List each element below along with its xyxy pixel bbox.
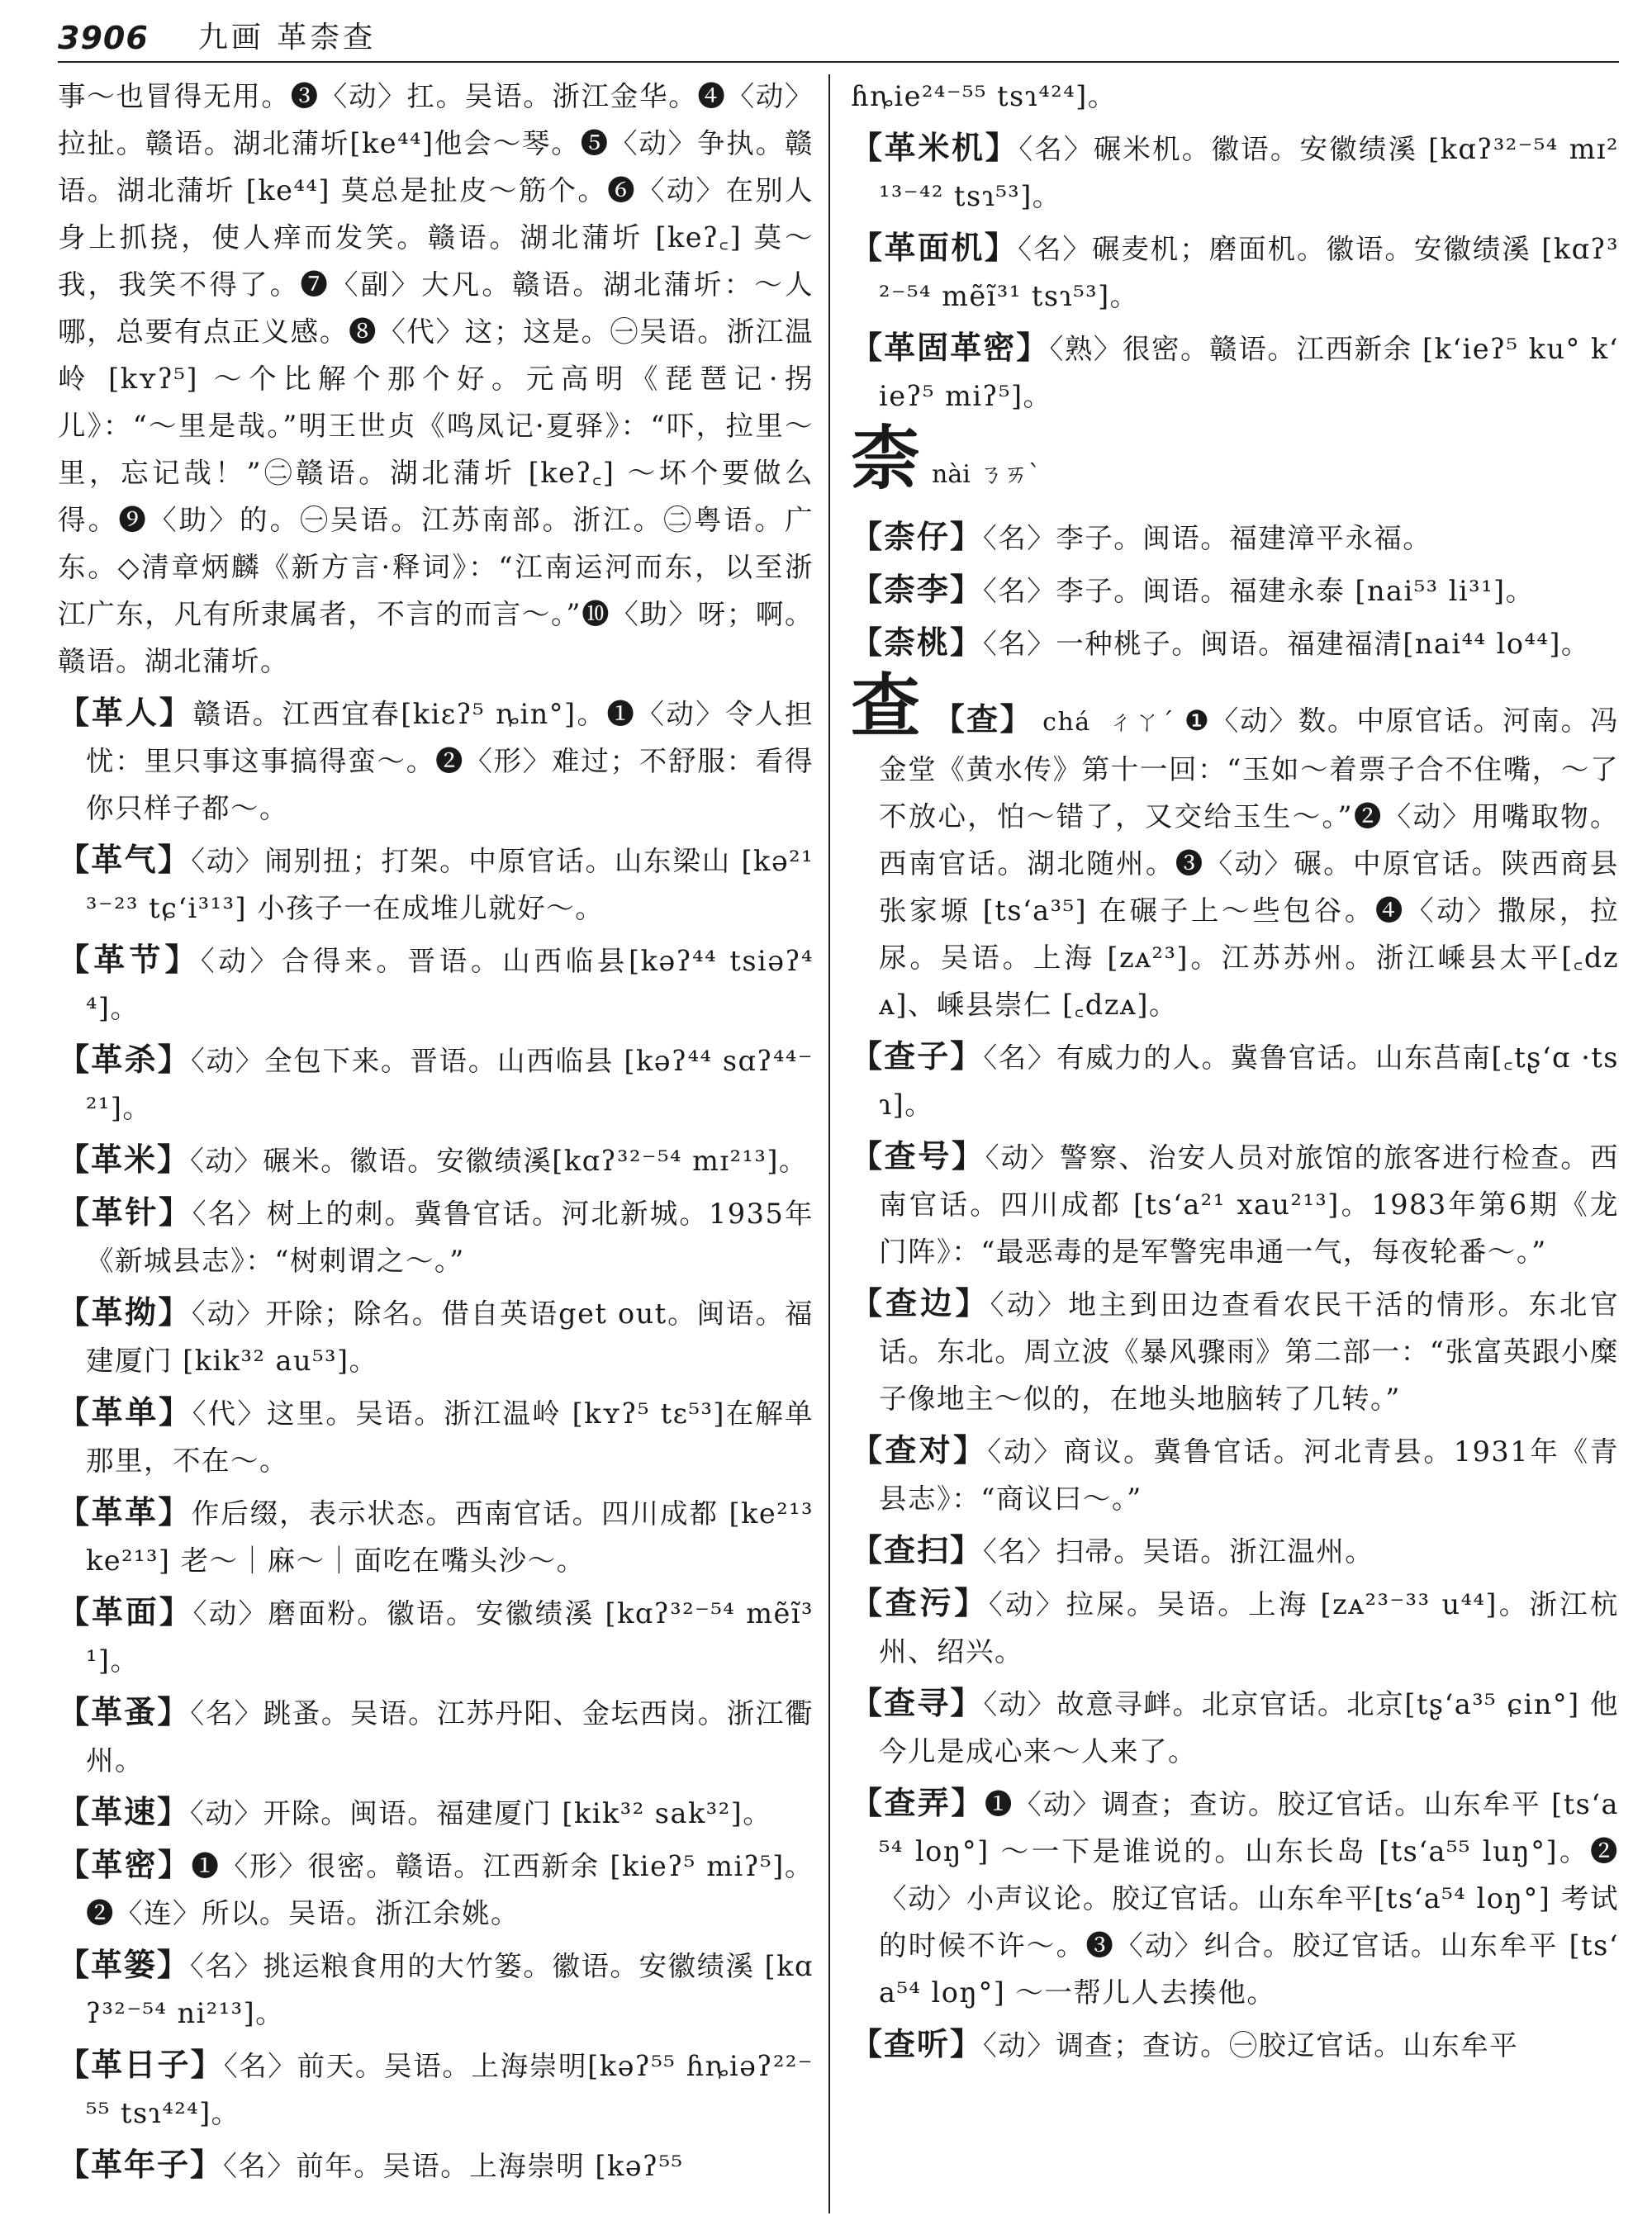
headword: 【查号】 — [851, 1137, 985, 1174]
entry-definition: 〈动〉故意寻衅。北京官话。北京[tʂʻa³⁵ ɕin°] 他今儿是成心来～人来了。 — [879, 1688, 1619, 1767]
entry-definition: 〈动〉磨面粉。徽语。安徽绩溪 [kɑʔ³²⁻⁵⁴ mẽĩ³¹]。 — [86, 1597, 814, 1677]
dictionary-entry — [851, 1526, 1619, 1575]
head-character: 柰 — [851, 418, 921, 499]
pinyin: nài — [932, 460, 971, 489]
entry-definition: 〈动〉碾米。徽语。安徽绩溪[kɑʔ³²⁻⁵⁴ mɪ²¹³]。 — [190, 1145, 808, 1177]
zhuyin: ㄋㄞˋ — [978, 460, 1041, 489]
dictionary-entry — [58, 689, 814, 832]
headword: 【柰李】 — [851, 571, 984, 608]
dictionary-entry — [851, 1426, 1619, 1522]
headword: 【革针】 — [58, 1193, 192, 1231]
headword: 【革节】 — [58, 941, 201, 978]
entry-definition: ɦȵie²⁴⁻⁵⁵ tsɿ⁴²⁴]。 — [851, 80, 1117, 112]
headword: 【查弄】 — [851, 1784, 985, 1821]
entry-definition: 〈名〉有威力的人。冀鲁官话。山东莒南[꜀tʂʻɑ ·tsɿ]。 — [879, 1041, 1619, 1121]
entry-continuation — [851, 73, 1619, 120]
entry-definition: 〈名〉一种桃子。闽语。福建福清[nai⁴⁴ lo⁴⁴]。 — [983, 628, 1590, 660]
entry-definition: 赣语。江西宜春[kiɛʔ⁵ ȵin°]。❶〈动〉令人担忧：里只事这事搞得蛮～。❷〈形〉难过；不舒服：看得你只样子都～。 — [86, 698, 814, 824]
dictionary-entry — [851, 1132, 1619, 1275]
left-column — [58, 73, 814, 2224]
entry-definition: ❶〈动〉数。中原官话。河南。冯金堂《黄水传》第十一回：“玉如～着票子合不住嘴，～了不放心，怕～错了，又交给玉生～。”❷〈动〉用嘴取物。西南官话。湖北随州。❸〈动〉碾。中原官话。陕西商县张家塬 [tsʻa³⁵] 在碾子上～些包谷。❹〈动〉撒尿，拉尿。吴语。上海 [zᴀ²³]。江苏苏州。浙江嵊县太平[꜀dzᴀ]、嵊县崇仁 [꜀dzᴀ]。 — [879, 705, 1619, 1021]
entry-definition: ❶〈形〉很密。赣语。江西新余 [kieʔ⁵ miʔ⁵]。❷〈连〉所以。吴语。浙江余姚。 — [86, 1850, 814, 1929]
dictionary-entry — [851, 1279, 1619, 1422]
entry-definition: 〈动〉调查；查访。㊀胶辽官话。山东牟平 — [983, 2029, 1519, 2062]
headword: 【革篓】 — [58, 1946, 191, 1983]
dictionary-entry — [58, 1588, 814, 1684]
dictionary-entry — [58, 1841, 814, 1937]
entry-definition: 〈动〉地主到田边查看农民干活的情形。东北官话。东北。周立波《暴风骤雨》第二部一：“张富英跟小糜子像地主～似的，在地头地脑转了几转。” — [879, 1288, 1619, 1415]
dictionary-entry — [851, 124, 1619, 220]
dictionary-entry — [58, 1288, 814, 1384]
headword: 【柰桃】 — [851, 624, 984, 661]
dictionary-entry — [58, 2041, 814, 2137]
headword: 【查寻】 — [851, 1684, 984, 1721]
dictionary-entry — [58, 2141, 814, 2190]
entry-definition: 〈动〉开除；除名。借自英语get out。闽语。福建厦门 [kik³² au⁵³]。 — [86, 1298, 814, 1377]
headword: 【革米机】 — [851, 129, 1019, 166]
headword: 【革人】 — [58, 694, 193, 731]
dictionary-entry — [58, 1036, 814, 1132]
headword: 【革拗】 — [58, 1293, 192, 1331]
headword: 【革米】 — [58, 1141, 191, 1178]
headword: 【革年子】 — [58, 2146, 224, 2183]
entry-definition: 事～也冒得无用。❸〈动〉扛。吴语。浙江金华。❹〈动〉拉扯。赣语。湖北蒲圻[ke⁴⁴]他会～琴。❺〈动〉争执。赣语。湖北蒲圻 [ke⁴⁴] 莫总是扯皮～筋个。❻〈动〉在别人身上抓挠，使人痒而发笑。赣语。湖北蒲圻 [keʔ꜀] 莫～我，我笑不得了。❼〈副〉大凡。赣语。湖北蒲圻：～人哪，总要有点正义感。❽〈代〉这；这是。㊀吴语。浙江温岭 [kʏʔ⁵] ～个比解个那个好。元高明《琵琶记·拐儿》：“～里是哉。”明王世贞《鸣凤记·夏驿》：“吓，拉里～里，忘记哉！”㊁赣语。湖北蒲圻 [keʔ꜀] ～坏个要做么得。❾〈助〉的。㊀吴语。江苏南部。浙江。㊁粤语。广东。◇清章炳麟《新方言·释词》：“江南运河而东，以至浙江广东，凡有所隶属者，不言的而言～。”❿〈助〉呀；啊。赣语。湖北蒲圻。 — [58, 80, 814, 677]
entry-definition: 〈动〉开除。闽语。福建厦门 [kik³² sak³²]。 — [190, 1797, 772, 1829]
right-column — [851, 73, 1619, 2224]
entry-definition: 〈名〉碾米机。徽语。安徽绩溪 [kɑʔ³²⁻⁵⁴ mɪ²¹³⁻⁴² tsɿ⁵³]。 — [879, 133, 1619, 212]
entry-definition: 〈名〉跳蚤。吴语。江苏丹阳、金坛西岗。浙江衢州。 — [86, 1697, 814, 1777]
entry-definition: 〈名〉前天。吴语。上海崇明[kəʔ⁵⁵ ɦȵiəʔ²²⁻⁵⁵ tsɿ⁴²⁴]。 — [86, 2050, 814, 2129]
headword: 【革蚤】 — [58, 1693, 191, 1730]
entry-definition: ❶〈动〉调查；查访。胶辽官话。山东牟平 [tsʻa⁵⁴ loŋ°] ～一下是谁说的。山东长岛 [tsʻa⁵⁵ luŋ°]。❷〈动〉小声议论。胶辽官话。山东牟平[tsʻa⁵⁴ loŋ°] 考试的时候不许～。❸〈动〉纠合。胶辽官话。山东牟平 [tsʻa⁵⁴ loŋ°] ～一帮儿人去揍他。 — [879, 1788, 1619, 2009]
dictionary-entry — [58, 1189, 814, 1284]
dictionary-entry — [851, 2020, 1619, 2069]
entry-continuation — [58, 73, 814, 685]
headword: 【革固革密】 — [851, 329, 1050, 366]
dictionary-entry — [851, 1679, 1619, 1775]
dictionary-entry — [851, 1032, 1619, 1128]
entry-definition: 〈动〉商议。冀鲁官话。河北青县。1931年《青县志》：“商议曰～。” — [879, 1435, 1619, 1515]
dictionary-entry — [851, 566, 1619, 614]
column-divider — [828, 74, 830, 2213]
headword: 【革气】 — [58, 841, 192, 878]
entry-definition: 〈名〉李子。闽语。福建永泰 [nai⁵³ li³¹]。 — [983, 575, 1535, 607]
dictionary-entry — [58, 1488, 814, 1584]
dictionary-entry — [58, 1941, 814, 2037]
page-section-title: 九画 革柰查 — [197, 21, 377, 55]
headword: 【革面】 — [58, 1593, 193, 1630]
dictionary-entry — [58, 1136, 814, 1184]
headword: 【革面机】 — [851, 229, 1018, 266]
headword: 【查子】 — [851, 1037, 984, 1075]
dictionary-entry — [58, 936, 814, 1032]
pinyin: chá — [1032, 708, 1101, 737]
headword: 【革单】 — [58, 1393, 192, 1431]
dictionary-entry — [851, 1779, 1619, 2016]
headword: 【查听】 — [851, 2025, 984, 2062]
entry-definition: 作后缀，表示状态。西南官话。四川成都 [ke²¹³ ke²¹³] 老～｜麻～｜面吃在嘴头沙～。 — [86, 1497, 814, 1577]
dictionary-entry — [58, 1388, 814, 1484]
page-header — [58, 12, 1619, 63]
dictionary-entry — [58, 836, 814, 932]
headword: 【查污】 — [851, 1584, 990, 1621]
headword: 【革革】 — [58, 1493, 192, 1530]
headword: 【查对】 — [851, 1431, 988, 1468]
dictionary-entry — [851, 324, 1619, 420]
headword: 【革密】 — [58, 1846, 192, 1883]
headword: 【革速】 — [58, 1793, 191, 1830]
head-character: 查 — [851, 666, 922, 747]
entry-definition: 〈动〉拉屎。吴语。上海 [zᴀ²³⁻³³ u⁴⁴]。浙江杭州、绍兴。 — [879, 1588, 1619, 1668]
dictionary-entry — [851, 1579, 1619, 1675]
entry-definition: 〈动〉闹别扭；打架。中原官话。山东梁山 [kə²¹³⁻²³ tɕʻi³¹³] 小孩子一在成堆儿就好～。 — [86, 845, 814, 924]
dictionary-entry — [851, 666, 1619, 1028]
entry-definition: 〈代〉这里。吴语。浙江温岭 [kʏʔ⁵ tɛ⁵³]在解单那里，不在～。 — [86, 1397, 814, 1477]
entry-definition: 〈名〉李子。闽语。福建漳平永福。 — [983, 522, 1432, 554]
headword: 【革日子】 — [58, 2046, 224, 2083]
zhuyin: ㄔㄚˊ — [1108, 708, 1184, 737]
entry-definition: 〈名〉前年。吴语。上海崇明 [kəʔ⁵⁵ — [223, 2150, 684, 2182]
page-number: 3906 — [58, 20, 149, 56]
dictionary-entry — [58, 1688, 814, 1784]
entry-definition: 〈熟〉很密。赣语。江西新余 [kʻieʔ⁵ ku° kʻieʔ⁵ miʔ⁵]。 — [879, 333, 1619, 412]
headword: 【查扫】 — [851, 1531, 984, 1568]
dictionary-entry — [851, 224, 1619, 320]
entry-definition: 〈名〉扫帚。吴语。浙江温州。 — [983, 1535, 1374, 1568]
headword: 【查边】 — [851, 1284, 990, 1321]
entry-definition: 〈名〉挑运粮食用的大竹篓。徽语。安徽绩溪 [kɑʔ³²⁻⁵⁴ ni²¹³]。 — [86, 1950, 814, 2029]
entry-definition: 〈名〉碾麦机；磨面机。徽语。安徽绩溪 [kɑʔ³²⁻⁵⁴ mẽĩ³¹ tsɿ⁵³]。 — [879, 233, 1619, 312]
entry-definition: 〈动〉警察、治安人员对旅馆的旅客进行检查。西南官话。四川成都 [tsʻa²¹ xau²¹³]。1983年第6期《龙门阵》：“最恶毒的是军警宪串通一气，每夜轮番～。” — [879, 1141, 1619, 1268]
dictionary-entry — [851, 619, 1619, 667]
dictionary-entry — [58, 1788, 814, 1837]
entry-definition: 〈动〉合得来。晋语。山西临县[kəʔ⁴⁴ tsiəʔ⁴⁴]。 — [86, 945, 814, 1024]
dictionary-entry — [851, 513, 1619, 562]
headword: 【查】 — [933, 700, 1033, 738]
headword: 【柰仔】 — [851, 518, 984, 555]
character-heading — [851, 418, 1619, 508]
entry-definition: 〈动〉全包下来。晋语。山西临县 [kəʔ⁴⁴ sɑʔ⁴⁴⁻²¹]。 — [86, 1045, 814, 1124]
entry-definition: 〈名〉树上的刺。冀鲁官话。河北新城。1935年《新城县志》：“树刺谓之～。” — [86, 1198, 814, 1277]
headword: 【革杀】 — [58, 1041, 192, 1078]
